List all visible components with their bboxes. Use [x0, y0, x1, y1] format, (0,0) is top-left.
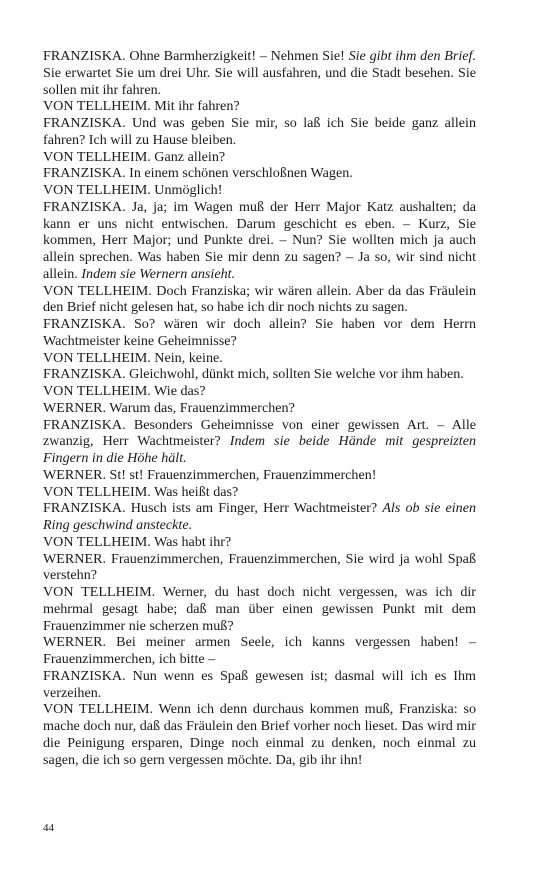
speaker-name: VON TELLHEIM. [43, 483, 151, 500]
speaker-name: VON TELLHEIM. [43, 383, 151, 399]
speaker-name: WERNER. [43, 550, 107, 567]
dialogue-text: Nein, keine. [150, 349, 223, 366]
speaker-name: VON TELLHEIM. [43, 701, 154, 718]
dialogue-paragraph [43, 182, 476, 199]
dialogue-paragraph [43, 350, 476, 367]
dialogue-paragraph [43, 400, 476, 417]
dialogue-text: Werner, du hast doch nicht vergessen, was ich dir mehrmal gesagt habe; daß man über einen gewissen Punkt mit dem Frauenzimmer nie scherzen muß? [43, 584, 476, 634]
page-body [43, 48, 476, 768]
speaker-name: VON TELLHEIM. [43, 282, 152, 299]
speaker-name: VON TELLHEIM. [43, 182, 151, 198]
dialogue-text: Ohne Barmherzigkeit! – Nehmen Sie! [125, 48, 349, 64]
dialogue-text: So? wären wir doch allein? Sie haben vor dem Herrn Wachtmeister keine Geheimnisse? [43, 316, 476, 349]
speaker-name: WERNER. [43, 634, 107, 651]
dialogue-paragraph [43, 98, 476, 115]
speaker-name: FRANZISKA. [43, 48, 126, 64]
dialogue-text: Was heißt das? [150, 483, 239, 500]
speaker-name: FRANZISKA. [43, 366, 126, 383]
speaker-name: VON TELLHEIM. [43, 349, 151, 366]
stage-direction: Sie gibt ihm den Brief. [348, 48, 476, 64]
dialogue-paragraph [43, 149, 476, 166]
dialogue-text: Doch Franziska; wir wären allein. Aber da das Fräulein den Brief nicht gelesen hat, so habe ich dir noch nichts zu sagen. [43, 282, 476, 316]
dialogue-paragraph [43, 165, 476, 182]
speaker-name: FRANZISKA. [43, 667, 126, 684]
dialogue-paragraph [43, 115, 476, 149]
dialogue-paragraph [43, 48, 476, 98]
stage-direction: Indem sie Wernern ansieht. [81, 265, 236, 282]
speaker-name: FRANZISKA. [43, 500, 126, 517]
speaker-name: FRANZISKA. [43, 115, 126, 131]
dialogue-text: Ganz allein? [150, 148, 226, 165]
dialogue-paragraph [43, 668, 476, 702]
dialogue-text: Mit ihr fahren? [150, 98, 240, 115]
dialogue-paragraph [43, 500, 476, 534]
dialogue-text: Nun wenn es Spaß gewesen ist; dasmal will ich es Ihm verzeihen. [43, 667, 476, 701]
speaker-name: FRANZISKA. [43, 316, 126, 332]
speaker-name: VON TELLHEIM. [43, 533, 151, 550]
dialogue-paragraph [43, 383, 476, 400]
dialogue-text: Warum das, Frauenzimmerchen? [106, 399, 295, 416]
speaker-name: FRANZISKA. [43, 198, 126, 215]
dialogue-paragraph [43, 534, 476, 551]
dialogue-text: Was habt ihr? [150, 533, 232, 550]
speaker-name: FRANZISKA. [43, 165, 126, 182]
dialogue-text: Besonders Geheimnisse von einer gewissen Art. – Alle zwanzig, Herr Wachtmeister? [43, 416, 476, 450]
dialogue-text: Husch ists am Finger, Herr Wachtmeister? [125, 500, 383, 517]
dialogue-text: Wie das? [150, 383, 206, 399]
speaker-name: WERNER. [43, 399, 107, 416]
dialogue-paragraph [43, 417, 476, 467]
dialogue-paragraph [43, 316, 476, 350]
dialogue-paragraph [43, 551, 476, 585]
speaker-name: FRANZISKA. [43, 416, 126, 433]
page-number: 44 [43, 822, 54, 834]
dialogue-paragraph [43, 634, 476, 668]
speaker-name: VON TELLHEIM. [43, 584, 156, 600]
dialogue-text: Bei meiner armen Seele, ich kanns vergessen haben! – Frauenzimmerchen, ich bitte – [43, 634, 476, 667]
dialogue-text: In einem schönen verschloßnen Wagen. [125, 165, 353, 182]
dialogue-paragraph [43, 283, 476, 317]
dialogue-paragraph [43, 484, 476, 501]
speaker-name: WERNER. [43, 466, 107, 483]
dialogue-text: Wenn ich denn durchaus kommen muß, Franziska: so mache doch nur, daß das Fräulein den Brief vorher noch lieset. Das wird mir die Peinigung ersparen, Dinge noch einmal zu denken, noch einmal zu sagen, die ich so gern vergessen möchte. Da, gib ihr ihn! [43, 701, 476, 768]
dialogue-paragraph [43, 467, 476, 484]
stage-direction: Als ob sie einen Ring geschwind ansteckte. [43, 500, 476, 533]
dialogue-text: Gleichwohl, dünkt mich, sollten Sie welche vor ihm haben. [125, 366, 464, 383]
dialogue-text: St! st! Frauenzimmerchen, Frauenzimmerchen! [106, 466, 377, 483]
dialogue-paragraph [43, 701, 476, 768]
speaker-name: VON TELLHEIM. [43, 148, 151, 165]
dialogue-text: Und was geben Sie mir, so laß ich Sie beide ganz allein fahren? Ich will zu Hause bleiben. [43, 115, 476, 148]
dialogue-text: Frauenzimmerchen, Frauenzimmerchen, Sie wird ja wohl Spaß verstehn? [43, 550, 476, 584]
speaker-name: VON TELLHEIM. [43, 98, 151, 115]
dialogue-paragraph [43, 366, 476, 383]
stage-direction: Indem sie beide Hände mit gespreizten Fingern in die Höhe hält. [43, 433, 476, 466]
dialogue-text: Sie erwartet Sie um drei Uhr. Sie will ausfahren, und die Stadt besehen. Sie sollen mit ihr fahren. [43, 64, 476, 98]
dialogue-text: Ja, ja; im Wagen muß der Herr Major Katz aushalten; da kann er uns nicht entwischen. Darum geschicht es eben. – Kurz, Sie kommen, Herr Major; und Punkte drei. – Nun? Sie wollten mich ja auch allein sprechen. Was haben Sie mir denn zu sagen? – Ja so, wir sind nicht allein. [43, 198, 476, 282]
dialogue-paragraph [43, 584, 476, 634]
dialogue-text: Unmöglich! [150, 182, 223, 198]
dialogue-paragraph [43, 199, 476, 283]
